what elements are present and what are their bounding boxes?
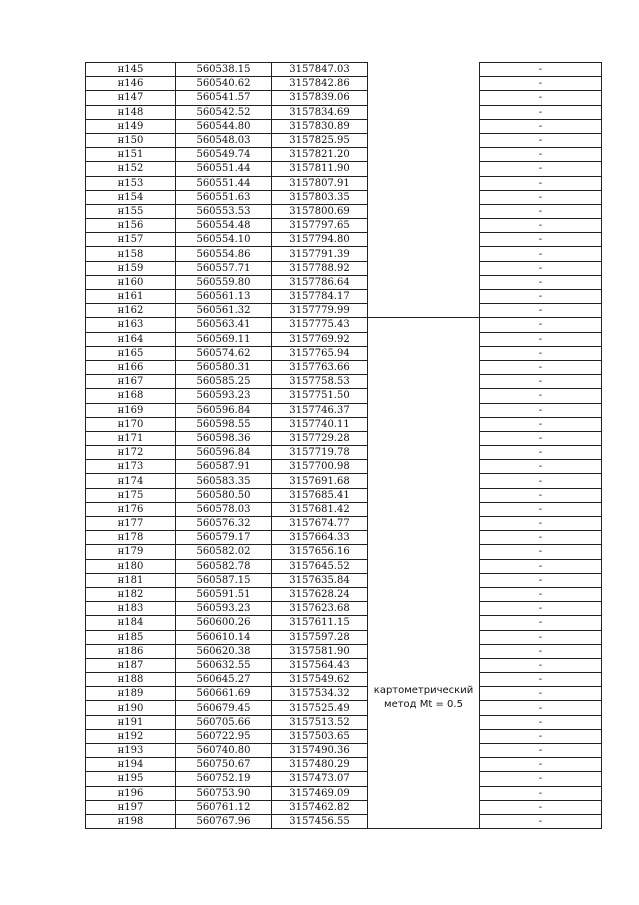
note-cell: - bbox=[480, 233, 602, 247]
table-row bbox=[86, 375, 602, 389]
point-name-cell: н185 bbox=[86, 630, 176, 644]
x-coordinate-cell: 560580.50 bbox=[176, 488, 272, 502]
table-row bbox=[86, 190, 602, 204]
table-row bbox=[86, 403, 602, 417]
table-row bbox=[86, 517, 602, 531]
point-name-cell: н176 bbox=[86, 502, 176, 516]
table-row bbox=[86, 772, 602, 786]
x-coordinate-cell: 560587.91 bbox=[176, 460, 272, 474]
y-coordinate-cell: 3157847.03 bbox=[272, 63, 368, 77]
point-name-cell: н150 bbox=[86, 133, 176, 147]
table-row bbox=[86, 786, 602, 800]
point-name-cell: н168 bbox=[86, 389, 176, 403]
y-coordinate-cell: 3157811.90 bbox=[272, 162, 368, 176]
point-name-cell: н146 bbox=[86, 77, 176, 91]
note-cell: - bbox=[480, 389, 602, 403]
coordinates-table-body bbox=[86, 63, 602, 829]
table-row bbox=[86, 247, 602, 261]
y-coordinate-cell: 3157807.91 bbox=[272, 176, 368, 190]
x-coordinate-cell: 560561.13 bbox=[176, 290, 272, 304]
table-row bbox=[86, 389, 602, 403]
table-row bbox=[86, 77, 602, 91]
y-coordinate-cell: 3157456.55 bbox=[272, 814, 368, 828]
x-coordinate-cell: 560598.55 bbox=[176, 417, 272, 431]
note-cell: - bbox=[480, 431, 602, 445]
note-cell: - bbox=[480, 658, 602, 672]
table-row bbox=[86, 460, 602, 474]
note-cell: - bbox=[480, 417, 602, 431]
table-row bbox=[86, 559, 602, 573]
point-name-cell: н155 bbox=[86, 204, 176, 218]
point-name-cell: н154 bbox=[86, 190, 176, 204]
note-cell: - bbox=[480, 800, 602, 814]
y-coordinate-cell: 3157681.42 bbox=[272, 502, 368, 516]
point-name-cell: н177 bbox=[86, 517, 176, 531]
note-cell: - bbox=[480, 148, 602, 162]
y-coordinate-cell: 3157839.06 bbox=[272, 91, 368, 105]
x-coordinate-cell: 560705.66 bbox=[176, 715, 272, 729]
point-name-cell: н192 bbox=[86, 729, 176, 743]
y-coordinate-cell: 3157597.28 bbox=[272, 630, 368, 644]
table-row bbox=[86, 573, 602, 587]
y-coordinate-cell: 3157623.68 bbox=[272, 602, 368, 616]
y-coordinate-cell: 3157788.92 bbox=[272, 261, 368, 275]
note-cell: - bbox=[480, 644, 602, 658]
point-name-cell: н156 bbox=[86, 219, 176, 233]
x-coordinate-cell: 560553.53 bbox=[176, 204, 272, 218]
y-coordinate-cell: 3157685.41 bbox=[272, 488, 368, 502]
note-cell: - bbox=[480, 517, 602, 531]
x-coordinate-cell: 560752.19 bbox=[176, 772, 272, 786]
x-coordinate-cell: 560554.48 bbox=[176, 219, 272, 233]
y-coordinate-cell: 3157791.39 bbox=[272, 247, 368, 261]
method-cell bbox=[368, 318, 480, 829]
method-cell-upper bbox=[368, 63, 480, 318]
table-row bbox=[86, 63, 602, 77]
note-cell: - bbox=[480, 176, 602, 190]
note-cell: - bbox=[480, 346, 602, 360]
point-name-cell: н162 bbox=[86, 304, 176, 318]
y-coordinate-cell: 3157779.99 bbox=[272, 304, 368, 318]
note-cell: - bbox=[480, 687, 602, 701]
table-row bbox=[86, 290, 602, 304]
coordinates-sheet bbox=[85, 62, 601, 829]
x-coordinate-cell: 560578.03 bbox=[176, 502, 272, 516]
table-row bbox=[86, 318, 602, 332]
note-cell: - bbox=[480, 119, 602, 133]
method-name: картометрический bbox=[373, 685, 474, 696]
point-name-cell: н190 bbox=[86, 701, 176, 715]
note-cell: - bbox=[480, 502, 602, 516]
note-cell: - bbox=[480, 715, 602, 729]
note-cell: - bbox=[480, 814, 602, 828]
y-coordinate-cell: 3157656.16 bbox=[272, 545, 368, 559]
table-row bbox=[86, 502, 602, 516]
table-row bbox=[86, 658, 602, 672]
note-cell: - bbox=[480, 91, 602, 105]
x-coordinate-cell: 560610.14 bbox=[176, 630, 272, 644]
table-row bbox=[86, 602, 602, 616]
point-name-cell: н175 bbox=[86, 488, 176, 502]
y-coordinate-cell: 3157803.35 bbox=[272, 190, 368, 204]
point-name-cell: н157 bbox=[86, 233, 176, 247]
point-name-cell: н194 bbox=[86, 758, 176, 772]
x-coordinate-cell: 560750.67 bbox=[176, 758, 272, 772]
x-coordinate-cell: 560561.32 bbox=[176, 304, 272, 318]
x-coordinate-cell: 560767.96 bbox=[176, 814, 272, 828]
point-name-cell: н180 bbox=[86, 559, 176, 573]
y-coordinate-cell: 3157534.32 bbox=[272, 687, 368, 701]
y-coordinate-cell: 3157674.77 bbox=[272, 517, 368, 531]
table-row bbox=[86, 219, 602, 233]
note-cell: - bbox=[480, 290, 602, 304]
note-cell: - bbox=[480, 630, 602, 644]
point-name-cell: н181 bbox=[86, 573, 176, 587]
note-cell: - bbox=[480, 559, 602, 573]
x-coordinate-cell: 560596.84 bbox=[176, 403, 272, 417]
method-cell-divider bbox=[368, 317, 481, 318]
x-coordinate-cell: 560574.62 bbox=[176, 346, 272, 360]
table-row bbox=[86, 758, 602, 772]
y-coordinate-cell: 3157513.52 bbox=[272, 715, 368, 729]
table-row bbox=[86, 105, 602, 119]
x-coordinate-cell: 560541.57 bbox=[176, 91, 272, 105]
table-row bbox=[86, 162, 602, 176]
point-name-cell: н179 bbox=[86, 545, 176, 559]
x-coordinate-cell: 560596.84 bbox=[176, 446, 272, 460]
table-row bbox=[86, 148, 602, 162]
x-coordinate-cell: 560585.25 bbox=[176, 375, 272, 389]
table-row bbox=[86, 701, 602, 715]
x-coordinate-cell: 560598.36 bbox=[176, 431, 272, 445]
x-coordinate-cell: 560632.55 bbox=[176, 658, 272, 672]
note-cell: - bbox=[480, 474, 602, 488]
x-coordinate-cell: 560600.26 bbox=[176, 616, 272, 630]
point-name-cell: н149 bbox=[86, 119, 176, 133]
note-cell: - bbox=[480, 247, 602, 261]
point-name-cell: н148 bbox=[86, 105, 176, 119]
table-row bbox=[86, 360, 602, 374]
note-cell: - bbox=[480, 261, 602, 275]
point-name-cell: н184 bbox=[86, 616, 176, 630]
x-coordinate-cell: 560582.78 bbox=[176, 559, 272, 573]
point-name-cell: н189 bbox=[86, 687, 176, 701]
point-name-cell: н195 bbox=[86, 772, 176, 786]
point-name-cell: н188 bbox=[86, 673, 176, 687]
y-coordinate-cell: 3157825.95 bbox=[272, 133, 368, 147]
point-name-cell: н159 bbox=[86, 261, 176, 275]
x-coordinate-cell: 560740.80 bbox=[176, 744, 272, 758]
note-cell: - bbox=[480, 275, 602, 289]
x-coordinate-cell: 560559.80 bbox=[176, 275, 272, 289]
x-coordinate-cell: 560548.03 bbox=[176, 133, 272, 147]
y-coordinate-cell: 3157797.65 bbox=[272, 219, 368, 233]
x-coordinate-cell: 560551.44 bbox=[176, 162, 272, 176]
note-cell: - bbox=[480, 602, 602, 616]
x-coordinate-cell: 560593.23 bbox=[176, 389, 272, 403]
note-cell: - bbox=[480, 488, 602, 502]
x-coordinate-cell: 560593.23 bbox=[176, 602, 272, 616]
table-row bbox=[86, 446, 602, 460]
y-coordinate-cell: 3157719.78 bbox=[272, 446, 368, 460]
point-name-cell: н183 bbox=[86, 602, 176, 616]
table-row bbox=[86, 431, 602, 445]
point-name-cell: н153 bbox=[86, 176, 176, 190]
table-row bbox=[86, 673, 602, 687]
table-row bbox=[86, 715, 602, 729]
x-coordinate-cell: 560587.15 bbox=[176, 573, 272, 587]
table-row bbox=[86, 233, 602, 247]
x-coordinate-cell: 560540.62 bbox=[176, 77, 272, 91]
x-coordinate-cell: 560576.32 bbox=[176, 517, 272, 531]
table-row bbox=[86, 176, 602, 190]
point-name-cell: н151 bbox=[86, 148, 176, 162]
point-name-cell: н158 bbox=[86, 247, 176, 261]
point-name-cell: н171 bbox=[86, 431, 176, 445]
y-coordinate-cell: 3157784.17 bbox=[272, 290, 368, 304]
x-coordinate-cell: 560557.71 bbox=[176, 261, 272, 275]
x-coordinate-cell: 560551.63 bbox=[176, 190, 272, 204]
y-coordinate-cell: 3157635.84 bbox=[272, 573, 368, 587]
note-cell: - bbox=[480, 190, 602, 204]
table-row bbox=[86, 800, 602, 814]
point-name-cell: н174 bbox=[86, 474, 176, 488]
note-cell: - bbox=[480, 786, 602, 800]
point-name-cell: н170 bbox=[86, 417, 176, 431]
x-coordinate-cell: 560679.45 bbox=[176, 701, 272, 715]
table-row bbox=[86, 474, 602, 488]
note-cell: - bbox=[480, 616, 602, 630]
x-coordinate-cell: 560645.27 bbox=[176, 673, 272, 687]
x-coordinate-cell: 560549.74 bbox=[176, 148, 272, 162]
table-row bbox=[86, 630, 602, 644]
point-name-cell: н152 bbox=[86, 162, 176, 176]
note-cell: - bbox=[480, 133, 602, 147]
note-cell: - bbox=[480, 673, 602, 687]
point-name-cell: н187 bbox=[86, 658, 176, 672]
note-cell: - bbox=[480, 219, 602, 233]
y-coordinate-cell: 3157581.90 bbox=[272, 644, 368, 658]
note-cell: - bbox=[480, 105, 602, 119]
y-coordinate-cell: 3157834.69 bbox=[272, 105, 368, 119]
y-coordinate-cell: 3157691.68 bbox=[272, 474, 368, 488]
note-cell: - bbox=[480, 332, 602, 346]
y-coordinate-cell: 3157469.09 bbox=[272, 786, 368, 800]
point-name-cell: н178 bbox=[86, 531, 176, 545]
table-row bbox=[86, 133, 602, 147]
note-cell: - bbox=[480, 573, 602, 587]
point-name-cell: н166 bbox=[86, 360, 176, 374]
table-row bbox=[86, 687, 602, 701]
x-coordinate-cell: 560569.11 bbox=[176, 332, 272, 346]
note-cell: - bbox=[480, 403, 602, 417]
y-coordinate-cell: 3157800.69 bbox=[272, 204, 368, 218]
x-coordinate-cell: 560544.80 bbox=[176, 119, 272, 133]
y-coordinate-cell: 3157821.20 bbox=[272, 148, 368, 162]
point-name-cell: н161 bbox=[86, 290, 176, 304]
y-coordinate-cell: 3157700.98 bbox=[272, 460, 368, 474]
note-cell: - bbox=[480, 772, 602, 786]
x-coordinate-cell: 560580.31 bbox=[176, 360, 272, 374]
note-cell: - bbox=[480, 318, 602, 332]
x-coordinate-cell: 560554.10 bbox=[176, 233, 272, 247]
x-coordinate-cell: 560554.86 bbox=[176, 247, 272, 261]
coordinates-table bbox=[85, 62, 602, 829]
x-coordinate-cell: 560563.41 bbox=[176, 318, 272, 332]
x-coordinate-cell: 560620.38 bbox=[176, 644, 272, 658]
table-row bbox=[86, 346, 602, 360]
note-cell: - bbox=[480, 531, 602, 545]
y-coordinate-cell: 3157751.50 bbox=[272, 389, 368, 403]
note-cell: - bbox=[480, 729, 602, 743]
x-coordinate-cell: 560583.35 bbox=[176, 474, 272, 488]
y-coordinate-cell: 3157775.43 bbox=[272, 318, 368, 332]
y-coordinate-cell: 3157473.07 bbox=[272, 772, 368, 786]
point-name-cell: н196 bbox=[86, 786, 176, 800]
point-name-cell: н197 bbox=[86, 800, 176, 814]
note-cell: - bbox=[480, 162, 602, 176]
table-row bbox=[86, 261, 602, 275]
x-coordinate-cell: 560753.90 bbox=[176, 786, 272, 800]
point-name-cell: н160 bbox=[86, 275, 176, 289]
point-name-cell: н164 bbox=[86, 332, 176, 346]
table-row bbox=[86, 275, 602, 289]
note-cell: - bbox=[480, 701, 602, 715]
y-coordinate-cell: 3157611.15 bbox=[272, 616, 368, 630]
note-cell: - bbox=[480, 304, 602, 318]
x-coordinate-cell: 560661.69 bbox=[176, 687, 272, 701]
y-coordinate-cell: 3157763.66 bbox=[272, 360, 368, 374]
point-name-cell: н169 bbox=[86, 403, 176, 417]
note-cell: - bbox=[480, 758, 602, 772]
table-row bbox=[86, 488, 602, 502]
point-name-cell: н198 bbox=[86, 814, 176, 828]
x-coordinate-cell: 560538.15 bbox=[176, 63, 272, 77]
note-cell: - bbox=[480, 63, 602, 77]
y-coordinate-cell: 3157503.65 bbox=[272, 729, 368, 743]
y-coordinate-cell: 3157490.36 bbox=[272, 744, 368, 758]
y-coordinate-cell: 3157769.92 bbox=[272, 332, 368, 346]
note-cell: - bbox=[480, 744, 602, 758]
note-cell: - bbox=[480, 587, 602, 601]
point-name-cell: н193 bbox=[86, 744, 176, 758]
note-cell: - bbox=[480, 460, 602, 474]
point-name-cell: н191 bbox=[86, 715, 176, 729]
y-coordinate-cell: 3157564.43 bbox=[272, 658, 368, 672]
x-coordinate-cell: 560722.95 bbox=[176, 729, 272, 743]
point-name-cell: н165 bbox=[86, 346, 176, 360]
y-coordinate-cell: 3157786.64 bbox=[272, 275, 368, 289]
note-cell: - bbox=[480, 360, 602, 374]
point-name-cell: н145 bbox=[86, 63, 176, 77]
x-coordinate-cell: 560579.17 bbox=[176, 531, 272, 545]
note-cell: - bbox=[480, 204, 602, 218]
x-coordinate-cell: 560591.51 bbox=[176, 587, 272, 601]
point-name-cell: н172 bbox=[86, 446, 176, 460]
table-row bbox=[86, 616, 602, 630]
y-coordinate-cell: 3157740.11 bbox=[272, 417, 368, 431]
point-name-cell: н163 bbox=[86, 318, 176, 332]
table-row bbox=[86, 644, 602, 658]
method-text bbox=[368, 684, 479, 712]
y-coordinate-cell: 3157729.28 bbox=[272, 431, 368, 445]
table-row bbox=[86, 417, 602, 431]
y-coordinate-cell: 3157794.80 bbox=[272, 233, 368, 247]
y-coordinate-cell: 3157842.86 bbox=[272, 77, 368, 91]
y-coordinate-cell: 3157462.82 bbox=[272, 800, 368, 814]
y-coordinate-cell: 3157765.94 bbox=[272, 346, 368, 360]
y-coordinate-cell: 3157758.53 bbox=[272, 375, 368, 389]
y-coordinate-cell: 3157746.37 bbox=[272, 403, 368, 417]
method-accuracy: метод Mt = 0.5 bbox=[384, 699, 463, 710]
note-cell: - bbox=[480, 77, 602, 91]
point-name-cell: н173 bbox=[86, 460, 176, 474]
table-row bbox=[86, 814, 602, 828]
table-row bbox=[86, 119, 602, 133]
x-coordinate-cell: 560551.44 bbox=[176, 176, 272, 190]
table-row bbox=[86, 91, 602, 105]
y-coordinate-cell: 3157628.24 bbox=[272, 587, 368, 601]
x-coordinate-cell: 560761.12 bbox=[176, 800, 272, 814]
y-coordinate-cell: 3157645.52 bbox=[272, 559, 368, 573]
table-row bbox=[86, 304, 602, 318]
note-cell: - bbox=[480, 446, 602, 460]
point-name-cell: н182 bbox=[86, 587, 176, 601]
y-coordinate-cell: 3157480.29 bbox=[272, 758, 368, 772]
table-row bbox=[86, 587, 602, 601]
y-coordinate-cell: 3157525.49 bbox=[272, 701, 368, 715]
table-row bbox=[86, 744, 602, 758]
y-coordinate-cell: 3157830.89 bbox=[272, 119, 368, 133]
point-name-cell: н167 bbox=[86, 375, 176, 389]
x-coordinate-cell: 560582.02 bbox=[176, 545, 272, 559]
table-row bbox=[86, 729, 602, 743]
point-name-cell: н147 bbox=[86, 91, 176, 105]
y-coordinate-cell: 3157664.33 bbox=[272, 531, 368, 545]
note-cell: - bbox=[480, 545, 602, 559]
note-cell: - bbox=[480, 375, 602, 389]
table-row bbox=[86, 531, 602, 545]
table-row bbox=[86, 332, 602, 346]
y-coordinate-cell: 3157549.62 bbox=[272, 673, 368, 687]
point-name-cell: н186 bbox=[86, 644, 176, 658]
table-row bbox=[86, 545, 602, 559]
table-row bbox=[86, 204, 602, 218]
x-coordinate-cell: 560542.52 bbox=[176, 105, 272, 119]
